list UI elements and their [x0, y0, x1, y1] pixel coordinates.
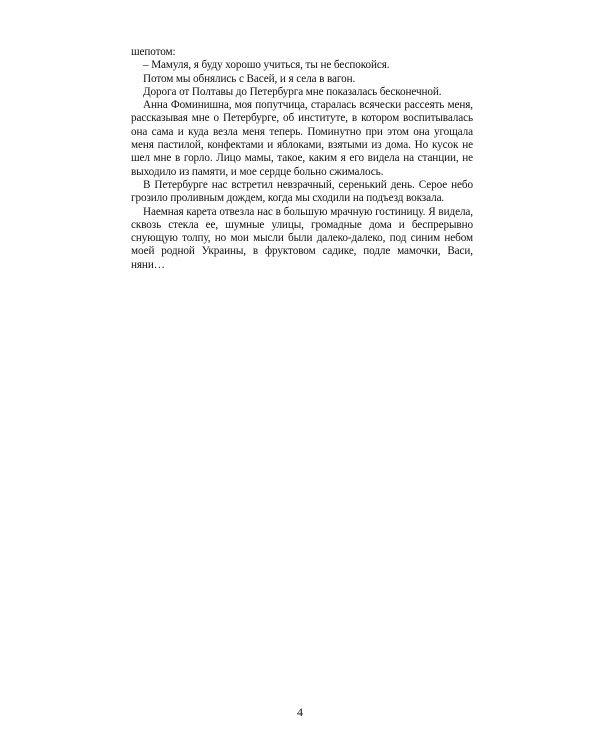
paragraph: Анна Фоминишна, моя попутчица, старалась всячески рассеять меня, рассказывая мне о Петербурге, об институте, в котором воспитывалась она сама и куда везла меня теперь. Поминутно при этом она угощала меня пастилой, конфектами и яблоками, взятыми из дома. Но кусок не шел мне в горло. Лицо мамы, такое, каким я его видела на станции, не выходило из памяти, и мое сердце больно сжималось. — [131, 99, 473, 178]
body-text — [131, 46, 473, 272]
paragraph: Наемная карета отвезла нас в большую мрачную гостиницу. Я видела, сквозь стекла ее, шумные улицы, громадные дома и беспрерывно снующую толпу, но мои мысли были далеко-далеко, под синим небом моей родной Украины, в фруктовом садике, подле мамочки, Васи, няни… — [131, 205, 473, 271]
paragraph: шепотом: — [131, 46, 176, 58]
page-number: 4 — [297, 705, 303, 719]
paragraph: – Мамуля, я буду хорошо учиться, ты не беспокойся. — [143, 59, 390, 72]
paragraph: Потом мы обнялись с Васей, и я села в вагон. — [143, 72, 356, 85]
paragraph: Дорога от Полтавы до Петербурга мне показалась бесконечной. — [143, 85, 442, 98]
paragraph: В Петербурге нас встретил невзрачный, серенький день. Серое небо грозило проливным дождем, когда мы сходили на подъезд вокзала. — [131, 178, 473, 205]
